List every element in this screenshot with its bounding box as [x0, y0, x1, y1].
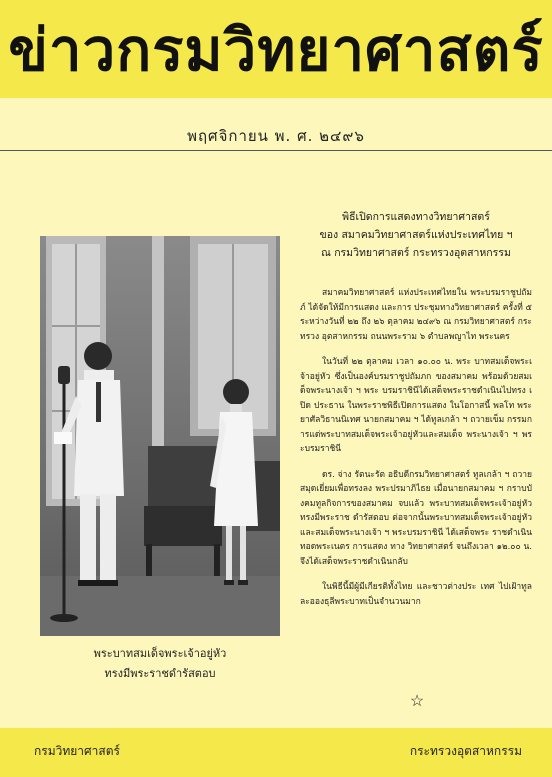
heading-line: พิธีเปิดการแสดงทางวิทยาศาสตร์	[342, 211, 490, 223]
ceremony-photo	[40, 236, 280, 636]
article-paragraph: ดร. จ่าง รัตนะรัต อธิบดีกรมวิทยาศาสตร์ ทูลเกล้า ฯ ถวายสมุดเยี่ยมเพื่อทรงลง พระปรมาภิไธย เมื่อนายกสมาคม ฯ กราบบังคมทูลกิจการของสมาคม จบแล้ว พระบาทสมเด็จพระเจ้าอยู่หัวทรงมีพระราช ดำรัสตอบ ต่อจากนั้นพระบาทสมเด็จพระเจ้าอยู่หัว และสมเด็จพระนางเจ้า ฯ พระบรมราชินี ได้เสด็จพระ ราชดำเนิน ทอดพระเนตร การแสดง ทาง วิทยาศาสตร์ จนถึงเวลา ๑๒.๐๐ น. จึงได้เสด็จพระราชดำเนินกลับ	[300, 469, 532, 567]
article-paragraph: สมาคมวิทยาศาสตร์ แห่งประเทศไทยใน พระบรมราชูปถัมภ์ ได้จัดให้มีการแสดง และการ ประชุมทางวิทยาศาสตร์ ครั้งที่ ๕ ระหว่างวันที่ ๒๒ ถึง ๒๖ ตุลาคม ๒๔๙๖ ณ กรมวิทยาศาสตร์ กระทรวง อุตสาหกรรม ถนนพระราม ๖ ตำบลพญาไท พระนคร	[300, 288, 532, 342]
header-divider	[0, 150, 552, 151]
heading-line: ของ สมาคมวิทยาศาสตร์แห่งประเทศไทย ฯ	[319, 229, 513, 241]
heading-line: ณ กรมวิทยาศาสตร์ กระทรวงอุตสาหกรรม	[321, 247, 511, 259]
footer-bar	[0, 728, 552, 777]
article-paragraph: ในพิธีนี้มีผู้มีเกียรติทั้งไทย และชาวต่างประ เทศ ไปเฝ้าทูลละอองธุลีพระบาทเป็นจำนวนมาก	[300, 582, 532, 607]
footer-department: กรมวิทยาศาสตร์	[34, 744, 120, 758]
photo-illustration	[40, 236, 280, 636]
footer-ministry: กระทรวงอุตสาหกรรม	[409, 744, 522, 758]
star-icon: ☆	[409, 691, 425, 710]
article-heading	[300, 208, 532, 262]
photo-caption	[40, 644, 280, 684]
issue-date: พฤศจิกายน พ. ศ. ๒๔๙๖	[187, 127, 365, 145]
article-paragraph: ในวันที่ ๒๒ ตุลาคม เวลา ๑๐.๐๐ น. พระ บาทสมเด็จพระเจ้าอยู่หัว ซึ่งเป็นองค์บรมราชูปถัมภก ของสมาคม พร้อมด้วยสมเด็จพระนางเจ้า ฯ พระ บรมราชินีได้เสด็จพระราชดำเนินไปทรง เปิด ประธาน ในพระราชพิธีเปิดการแสดง ในโอกาสนี้ พลโท พระยาศัลวิธานนิเทศ นายกสมาคม ฯ ได้ทูลเกล้า ฯ ถวายเข็ม กรรมการแด่พระบาทสมเด็จพระเจ้าอยู่หัวและสมเด็จ พระนางเจ้า ฯ พระบรมราชินี	[300, 357, 532, 454]
masthead	[0, 0, 552, 98]
caption-line: พระบาทสมเด็จพระเจ้าอยู่หัว	[93, 647, 227, 660]
article	[300, 208, 532, 620]
caption-line: ทรงมีพระราชดำรัสตอบ	[104, 667, 216, 680]
newsletter-title: ข่าวกรมวิทยาศาสตร์	[8, 16, 544, 84]
